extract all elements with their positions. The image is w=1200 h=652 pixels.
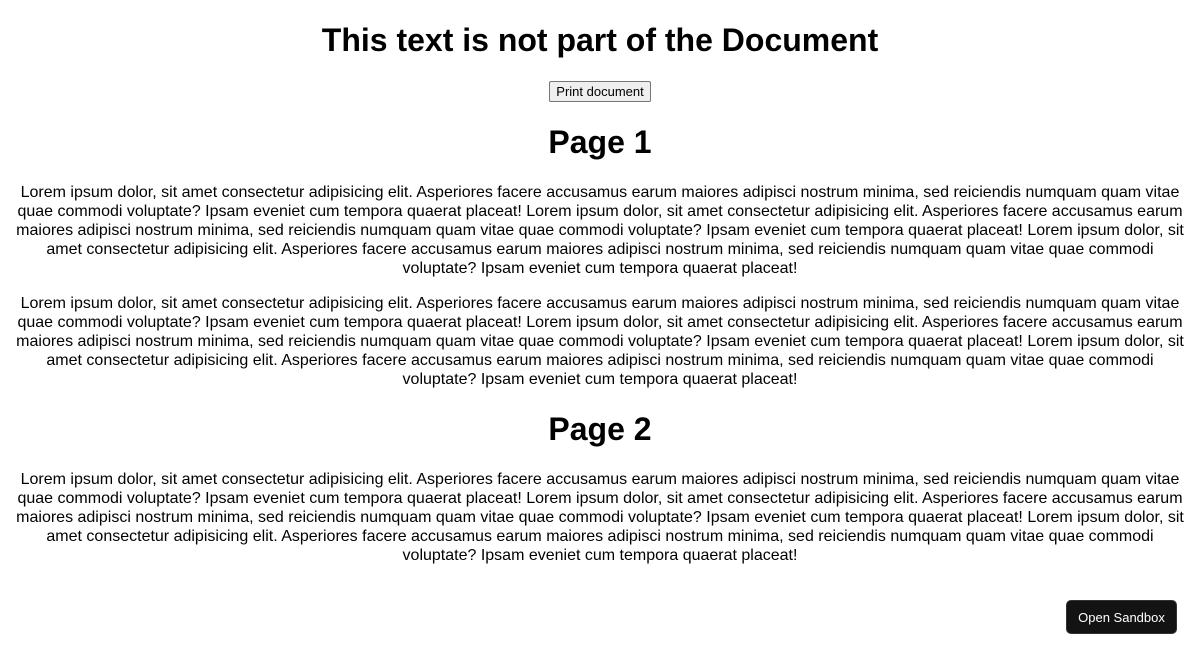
paragraph: Lorem ipsum dolor, sit amet consectetur adipisicing elit. Asperiores facere accusamus earum maiores adipisci nostrum minima, sed reiciendis numquam quam vitae quae commodi voluptate? Ipsam eveniet cum tempora quaerat placeat! Lorem ipsum dolor, sit amet consectetur adipisicing elit. Asperiores facere accusamus earum maiores adipisci nostrum minima, sed reiciendis numquam quam vitae quae commodi voluptate? Ipsam eveniet cum tempora quaerat placeat! Lorem ipsum dolor, sit amet consectetur adipisicing elit. Asperiores facere accusamus earum maiores adipisci nostrum minima, sed reiciendis numquam quam vitae quae commodi voluptate? Ipsam eveniet cum tempora quaerat placeat! bbox=[16, 471, 1184, 564]
page-content bbox=[0, 22, 1200, 565]
paragraph: Lorem ipsum dolor, sit amet consectetur adipisicing elit. Asperiores facere accusamus earum maiores adipisci nostrum minima, sed reiciendis numquam quam vitae quae commodi voluptate? Ipsam eveniet cum tempora quaerat placeat! Lorem ipsum dolor, sit amet consectetur adipisicing elit. Asperiores facere accusamus earum maiores adipisci nostrum minima, sed reiciendis numquam quam vitae quae commodi voluptate? Ipsam eveniet cum tempora quaerat placeat! Lorem ipsum dolor, sit amet consectetur adipisicing elit. Asperiores facere accusamus earum maiores adipisci nostrum minima, sed reiciendis numquam quam vitae quae commodi voluptate? Ipsam eveniet cum tempora quaerat placeat! bbox=[16, 295, 1184, 388]
print-row bbox=[8, 81, 1192, 102]
paragraph: Lorem ipsum dolor, sit amet consectetur adipisicing elit. Asperiores facere accusamus earum maiores adipisci nostrum minima, sed reiciendis numquam quam vitae quae commodi voluptate? Ipsam eveniet cum tempora quaerat placeat! Lorem ipsum dolor, sit amet consectetur adipisicing elit. Asperiores facere accusamus earum maiores adipisci nostrum minima, sed reiciendis numquam quam vitae quae commodi voluptate? Ipsam eveniet cum tempora quaerat placeat! Lorem ipsum dolor, sit amet consectetur adipisicing elit. Asperiores facere accusamus earum maiores adipisci nostrum minima, sed reiciendis numquam quam vitae quae commodi voluptate? Ipsam eveniet cum tempora quaerat placeat! bbox=[16, 184, 1184, 277]
page-title: Page 2 bbox=[548, 411, 652, 447]
document-page-1 bbox=[8, 124, 1192, 389]
document-page-2 bbox=[8, 411, 1192, 565]
page-heading: This text is not part of the Document bbox=[321, 22, 879, 58]
open-sandbox-button[interactable]: Open Sandbox bbox=[1066, 600, 1177, 634]
print-document-button[interactable]: Print document bbox=[549, 81, 650, 102]
page-title: Page 1 bbox=[548, 124, 652, 160]
